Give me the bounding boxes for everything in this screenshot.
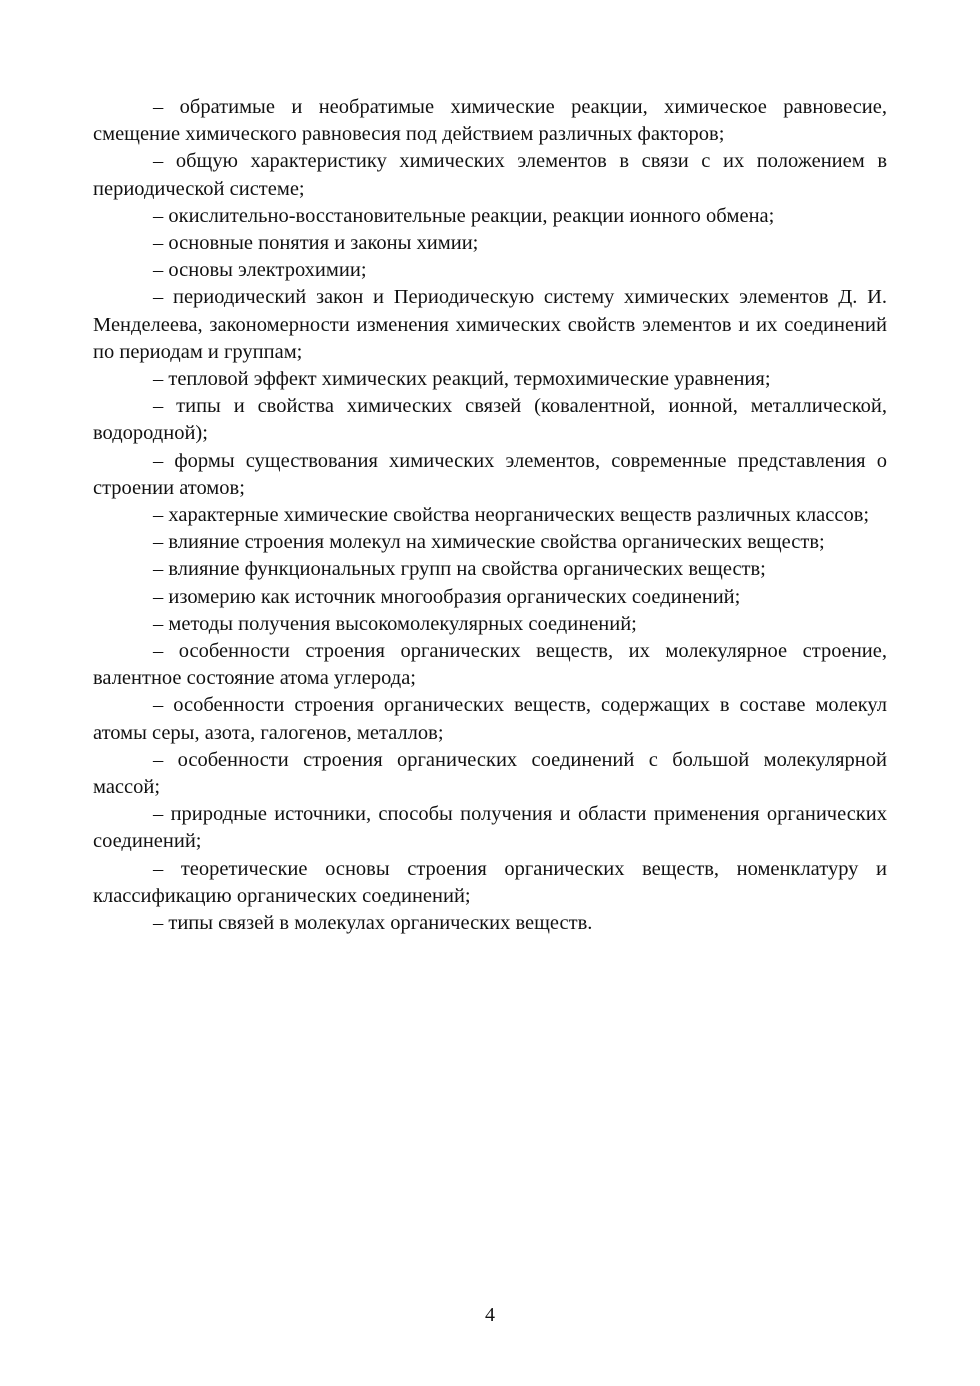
page-number: 4 bbox=[485, 1304, 495, 1326]
list-item: – типы связей в молекулах органических веществ. bbox=[153, 912, 593, 935]
list-item: – методы получения высокомолекулярных соединений; bbox=[153, 612, 637, 635]
list-item: – характерные химические свойства неорганических веществ различных классов; bbox=[153, 504, 870, 527]
list-item: – формы существования химических элементов, современные представления о строении атомов; bbox=[93, 449, 887, 499]
list-item: – окислительно-восстановительные реакции, реакции ионного обмена; bbox=[153, 204, 775, 227]
list-item: – основные понятия и законы химии; bbox=[153, 232, 479, 255]
list-item: – основы электрохимии; bbox=[153, 259, 367, 282]
list-item: – тепловой эффект химических реакций, термохимические уравнения; bbox=[153, 368, 771, 391]
list-item: – влияние функциональных групп на свойства органических веществ; bbox=[153, 558, 766, 581]
list-item: – типы и свойства химических связей (ковалентной, ионной, металлической, водородной); bbox=[93, 395, 887, 445]
list-item: – изомерию как источник многообразия органических соединений; bbox=[153, 585, 741, 608]
list-item: – особенности строения органических веществ, их молекулярное строение, валентное состояние атома углерода; bbox=[93, 640, 887, 690]
list-item: – общую характеристику химических элементов в связи с их положением в периодической системе; bbox=[93, 150, 887, 200]
list-item: – особенности строения органических веществ, содержащих в составе молекул атомы серы, азота, галогенов, металлов; bbox=[93, 694, 887, 744]
list-item: – обратимые и необратимые химические реакции, химическое равновесие, смещение химического равновесия под действием различных факторов; bbox=[93, 96, 887, 146]
list-body bbox=[93, 94, 887, 937]
list-item: – природные источники, способы получения и области применения органических соединений; bbox=[93, 803, 887, 853]
list-item: – влияние строения молекул на химические свойства органических веществ; bbox=[153, 531, 825, 554]
list-item: – теоретические основы строения органических веществ, номенклатуру и классификацию органических соединений; bbox=[93, 857, 887, 907]
list-item: – особенности строения органических соединений с большой молекулярной массой; bbox=[93, 748, 887, 799]
list-item: – периодический закон и Периодическую систему химических элементов Д. И. Менделеева, закономерности изменения химических свойств элементов и их соединений по периодам и группам; bbox=[93, 286, 887, 363]
